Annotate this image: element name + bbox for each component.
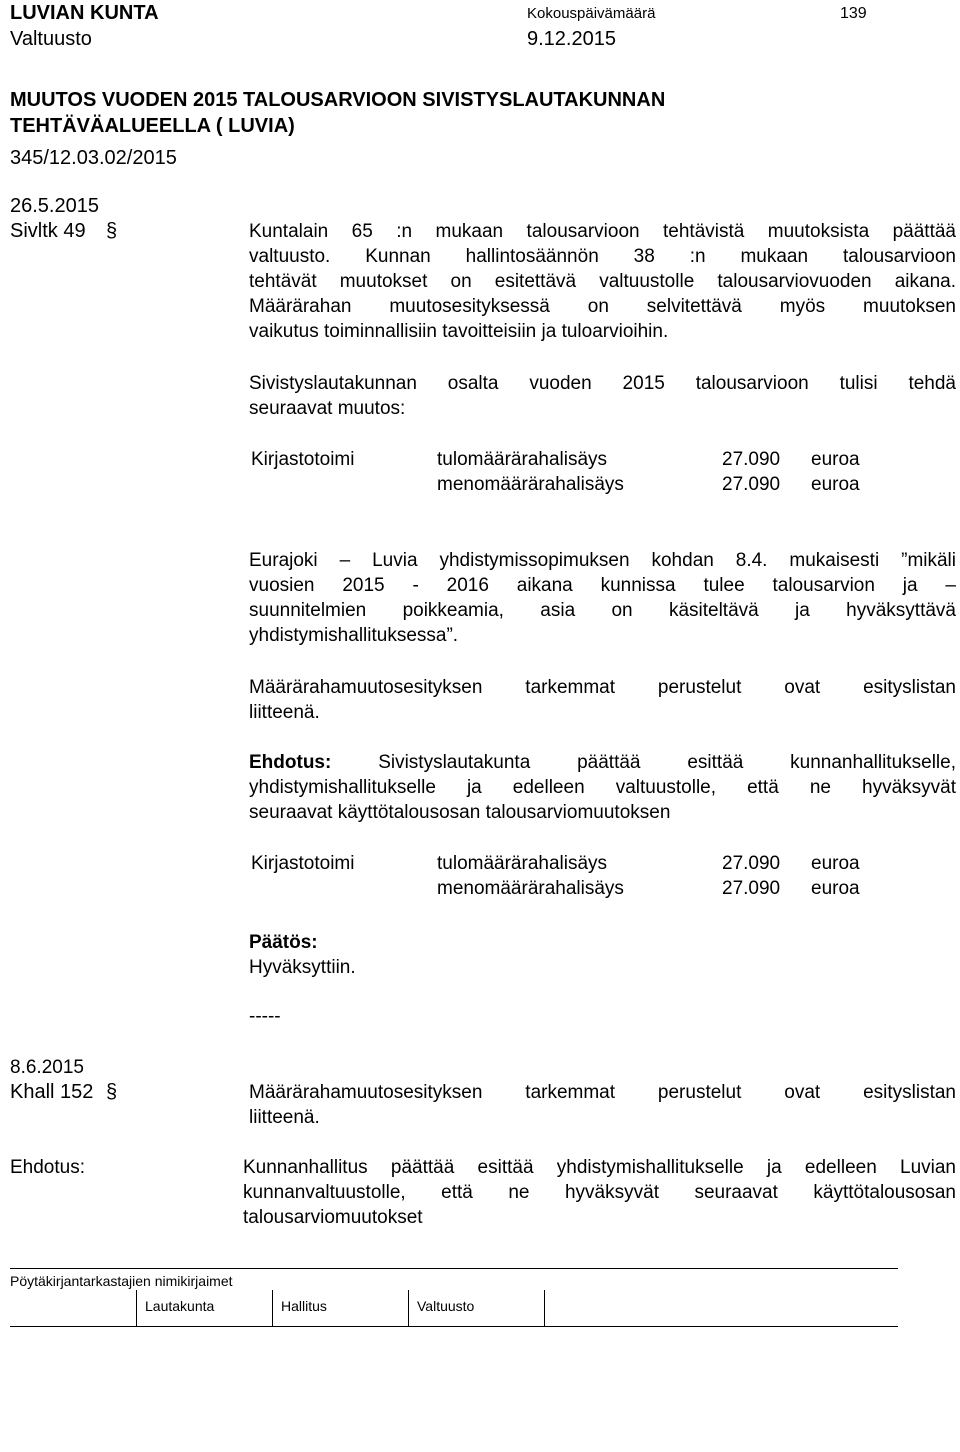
table-row-label: tulomäärärahalisäys [437,449,608,470]
proposal-label: Ehdotus: [249,752,332,773]
table-row-amount: 27.090 [722,449,781,470]
text-line: vaikutus toiminnallisiin tavoitteisiin ja tuloarvioihin. [249,321,669,342]
case-reference: 345/12.03.02/2015 [10,147,177,169]
table-row-label: tulomäärärahalisäys [437,853,608,874]
table-row-label: menomäärärahalisäys [437,878,624,899]
text-line: Kunnanhallitus päättää esittää yhdistymishallitukselle ja edelleen Luvian [243,1157,956,1178]
section1-ref: Sivltk 49 [10,220,86,242]
footer-label: Pöytäkirjantarkastajien nimikirjaimet [10,1273,233,1289]
text-line: Sivistyslautakunnan osalta vuoden 2015 talousarvioon tulisi tehdä [249,373,956,394]
footer-col-hallitus: Hallitus [281,1298,327,1314]
table-unit: Kirjastotoimi [251,853,355,874]
table-unit: Kirjastotoimi [251,449,355,470]
meeting-date-label: Kokouspäivämäärä [527,5,656,22]
text-line: yhdistymishallituksessa”. [249,625,459,646]
section2-proposal [243,1155,956,1230]
text-line: kunnanvaltuustolle, että ne hyväksyvät seuraavat käyttötalousosan [243,1182,956,1203]
table-row-currency: euroa [811,878,860,899]
table-row-label: menomäärärahalisäys [437,474,624,495]
section-symbol-icon: § [106,220,118,242]
decision-text: Hyväksyttiin. [249,957,356,978]
section1-date: 26.5.2015 [10,195,99,217]
text-line: yhdistymishallitukselle ja edelleen valtuustolle, että ne hyväksyvät [249,777,956,798]
section1-paragraph-4 [249,675,956,725]
text-line: Eurajoki – Luvia yhdistymissopimuksen kohdan 8.4. mukaisesti ”mikäli [249,550,956,571]
section1-paragraph-3 [249,548,956,648]
text-line: liitteenä. [249,1107,320,1128]
body-name: Valtuusto [10,28,92,50]
table-row-currency: euroa [811,449,860,470]
text-line: talousarviomuutokset [243,1207,423,1228]
text-line: Määrärahamuutosesityksen tarkemmat perustelut ovat esityslistan [249,1082,956,1103]
text-line: suunnitelmien poikkeamia, asia on käsiteltävä ja hyväksyttävä [249,600,956,621]
meeting-date: 9.12.2015 [527,28,616,50]
footer-col-valtuusto: Valtuusto [417,1298,475,1314]
text-line: Määrärahan muutosesityksessä on selvitettävä myös muutoksen [249,296,956,317]
text-line: valtuusto. Kunnan hallintosäännön 38 :n mukaan talousarvioon [249,246,956,267]
text-line: tehtävät muutokset on esitettävä valtuustolle talousarviovuoden aikana. [249,271,956,292]
footer-divider [10,1268,898,1269]
text-line: seuraavat käyttötalousosan talousarviomuutoksen [249,802,671,823]
page-number: 139 [840,5,867,22]
title-line-2: TEHTÄVÄALUEELLA ( LUVIA) [10,115,295,137]
title-line-1: MUUTOS VUODEN 2015 TALOUSARVIOON SIVISTYSLAUTAKUNNAN [10,89,666,111]
section2-date: 8.6.2015 [10,1057,84,1078]
footer-column-divider [272,1290,273,1326]
table-row-amount: 27.090 [722,878,781,899]
text-line: seuraavat muutos: [249,398,406,419]
section-separator: ----- [249,1006,281,1027]
text-line: vuosien 2015 - 2016 aikana kunnissa tulee talousarvion ja – [249,575,956,596]
section2-proposal-label: Ehdotus: [10,1157,85,1178]
proposal-text: Sivistyslautakunta päättää esittää kunnanhallitukselle, [378,752,957,773]
org-name: LUVIAN KUNTA [10,2,159,24]
footer-column-divider [408,1290,409,1326]
text-line: Määrärahamuutosesityksen tarkemmat perustelut ovat esityslistan [249,677,956,698]
footer-column-divider [136,1290,137,1326]
decision-label: Päätös: [249,932,318,953]
section1-paragraph-1 [249,219,956,344]
footer-col-lautakunta: Lautakunta [145,1298,215,1314]
footer-signature-line [10,1326,898,1327]
footer-column-divider [544,1290,545,1326]
section1-proposal [249,750,956,825]
table-row-amount: 27.090 [722,853,781,874]
table-row-currency: euroa [811,853,860,874]
text-line: Kuntalain 65 :n mukaan talousarvioon tehtävistä muutoksista päättää [249,221,956,242]
section1-paragraph-2 [249,371,956,421]
section-symbol-icon: § [106,1081,118,1103]
section2-ref: Khall 152 [10,1081,94,1103]
text-line: liitteenä. [249,702,320,723]
table-row-amount: 27.090 [722,474,781,495]
table-row-currency: euroa [811,474,860,495]
text-line [249,750,956,775]
section2-paragraph-1 [249,1080,956,1130]
